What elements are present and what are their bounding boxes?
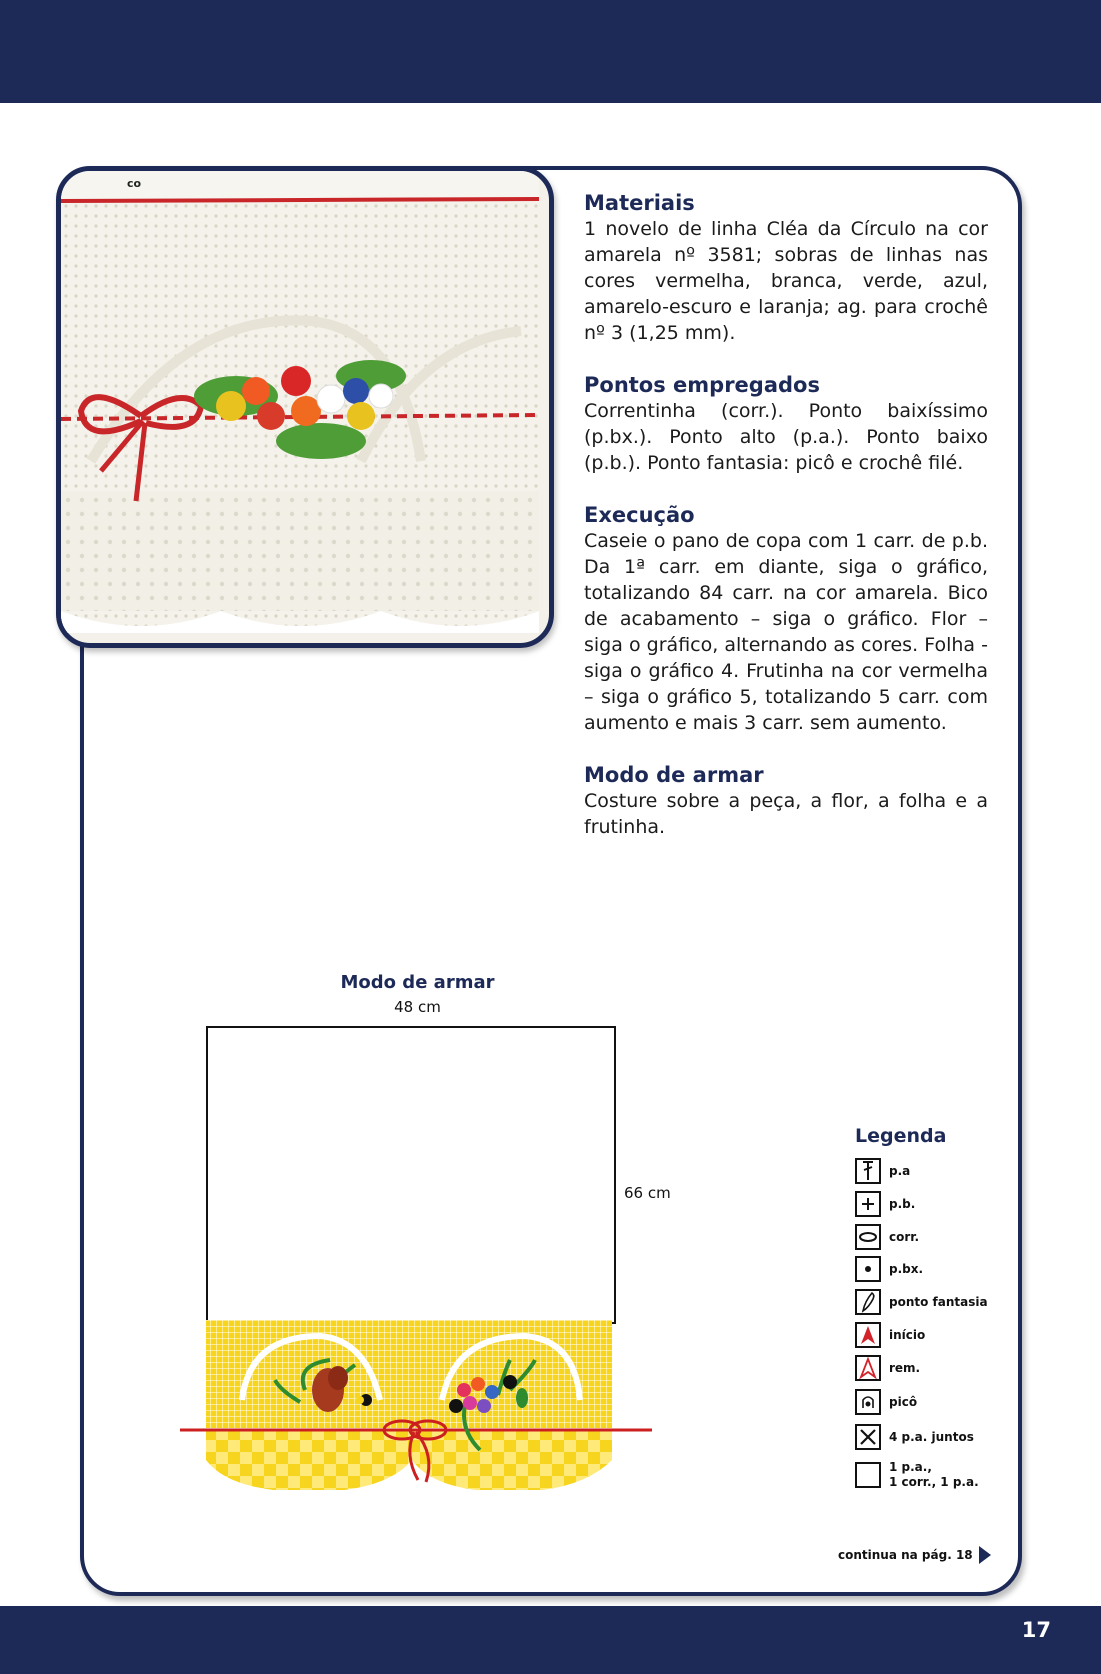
arrow-right-icon — [979, 1546, 991, 1564]
stitches-heading: Pontos empregados — [584, 373, 820, 397]
legend-label: p.a — [889, 1163, 911, 1178]
legend-label: rem. — [889, 1360, 921, 1375]
legend-title: Legenda — [855, 1125, 947, 1147]
start-icon — [855, 1322, 881, 1348]
continue-text[interactable]: continua na pág. 18 — [838, 1548, 973, 1562]
crochet-towel-photo — [61, 171, 539, 633]
header-band — [0, 0, 1101, 103]
product-photo — [56, 166, 554, 648]
legend-item-picot — [855, 1389, 917, 1415]
legend-label: p.bx. — [889, 1261, 924, 1276]
photo-code: co — [127, 177, 142, 190]
treble-crochet-icon — [855, 1158, 881, 1184]
stitches-text: Correntinha (corr.). Ponto baixíssimo (p.bx.). Ponto alto (p.a.). Ponto baixo (p.b.). Ponto fantasia: picô e crochê filé. — [584, 400, 988, 474]
legend-label: picô — [889, 1394, 918, 1409]
assembly-text: Costure sobre a peça, a flor, a folha e a frutinha. — [584, 790, 988, 838]
legend-label-line1: 1 p.a., — [889, 1460, 932, 1474]
instructions — [584, 190, 988, 866]
picot-icon — [855, 1389, 881, 1415]
execution-text: Caseie o pano de copa com 1 carr. de p.b. Da 1ª carr. em diante, siga o gráfico, totalizando 84 carr. na cor amarela. Bico de acabamento – siga o gráfico. Flor – siga o gráfico, alternando as cores. Folha - siga o gráfico 4. Frutinha na cor vermelha – siga o gráfico 5, totalizando 5 carr. com aumento e mais 3 carr. sem aumento. — [584, 530, 988, 734]
legend-label: ponto fantasia — [889, 1294, 988, 1309]
legend-label: 4 p.a. juntos — [889, 1429, 974, 1444]
join-icon — [855, 1355, 881, 1381]
legend-item-treble — [855, 1158, 910, 1184]
legend-item-start — [855, 1322, 925, 1348]
height-label: 66 cm — [624, 1184, 671, 1202]
execution-heading: Execução — [584, 503, 695, 527]
assembly-heading: Modo de armar — [584, 763, 764, 787]
legend-label: p.b. — [889, 1196, 916, 1211]
crochet-border-diagram — [180, 1320, 660, 1490]
legend-item-four-together — [855, 1424, 974, 1450]
diagram-title: Modo de armar — [340, 972, 495, 993]
filet-mesh-icon — [855, 1462, 881, 1488]
materials-text: 1 novelo de linha Cléa da Círculo na cor amarela nº 3581; sobras de linhas nas cores vermelha, branca, verde, azul, amarelo-escuro e laranja; ag. para crochê nº 3 (1,25 mm). — [584, 218, 988, 344]
chain-stitch-icon — [855, 1224, 881, 1250]
fancy-stitch-icon — [855, 1289, 881, 1315]
width-label: 48 cm — [394, 998, 441, 1016]
legend-item-fancy — [855, 1289, 988, 1315]
legend-item-filet — [855, 1460, 979, 1490]
legend-item-join — [855, 1355, 920, 1381]
towel-panel — [206, 1026, 616, 1324]
footer-band — [0, 1606, 1101, 1674]
legend-item-slip — [855, 1256, 923, 1282]
legend-item-chain — [855, 1224, 919, 1250]
legend-label — [889, 1460, 979, 1490]
slip-stitch-icon — [855, 1256, 881, 1282]
legend-label: corr. — [889, 1229, 920, 1244]
legend-label-line2: 1 corr., 1 p.a. — [889, 1475, 979, 1489]
page-number: 17 — [1021, 1618, 1051, 1642]
single-crochet-icon — [855, 1191, 881, 1217]
continue-link[interactable] — [838, 1546, 991, 1564]
materials-heading: Materiais — [584, 191, 695, 215]
four-treble-together-icon — [855, 1424, 881, 1450]
legend-label: início — [889, 1327, 926, 1342]
legend-item-single — [855, 1191, 915, 1217]
